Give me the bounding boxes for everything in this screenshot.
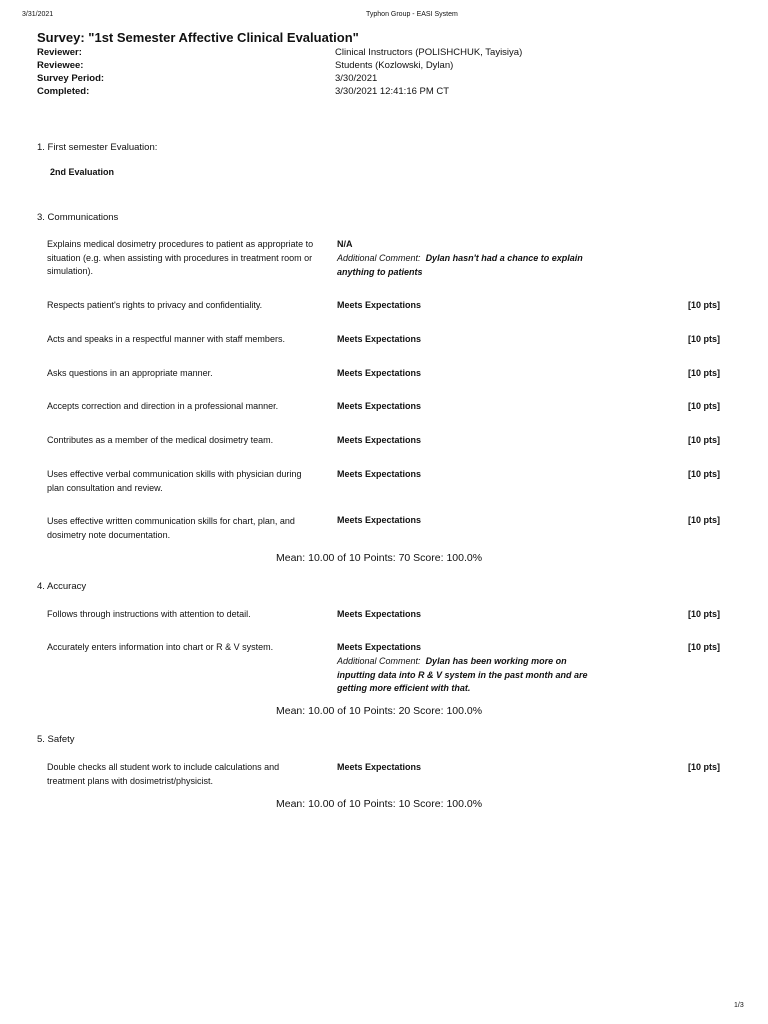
rating-value: Meets Expectations bbox=[337, 642, 422, 652]
question-text: Explains medical dosimetry procedures to patient as appropriate to situation (e.g. when assisting with procedures in treatment room or simulation). bbox=[47, 239, 314, 276]
print-header-title: Typhon Group - EASI System bbox=[366, 11, 458, 18]
question-text: Uses effective written communication skills for chart, plan, and dosimetry note documentation. bbox=[47, 516, 295, 540]
comment-label: Additional Comment: bbox=[337, 253, 421, 263]
question-text: Contributes as a member of the medical dosimetry team. bbox=[47, 435, 274, 445]
rating-value: Meets Expectations bbox=[337, 300, 422, 310]
section-summary-accuracy: Mean: 10.00 of 10 Points: 20 Score: 100.0% bbox=[276, 705, 483, 717]
question-text: Respects patient's rights to privacy and confidentiality. bbox=[47, 300, 263, 310]
points-value: [10 pts] bbox=[688, 368, 721, 378]
question-text: Follows through instructions with attention to detail. bbox=[47, 609, 251, 619]
comment-text: Dylan hasn't had a chance to explain anything to patients bbox=[337, 253, 583, 277]
points-value: [10 pts] bbox=[688, 515, 721, 525]
question-text: Accepts correction and direction in a professional manner. bbox=[47, 401, 279, 411]
rating-value: Meets Expectations bbox=[337, 762, 422, 772]
rating-value: Meets Expectations bbox=[337, 609, 422, 619]
meta-value-reviewer: Clinical Instructors (POLISHCHUK, Tayisiya) bbox=[335, 47, 523, 58]
points-value: [10 pts] bbox=[688, 300, 721, 310]
meta-label-reviewee: Reviewee: bbox=[37, 60, 84, 71]
section-title-safety: 5. Safety bbox=[37, 734, 75, 745]
rating-value: Meets Expectations bbox=[337, 515, 422, 525]
comment-text: Dylan has been working more on inputting data into R & V system in the past month and are getting more efficient with that. bbox=[337, 656, 588, 693]
meta-value-reviewee: Students (Kozlowski, Dylan) bbox=[335, 60, 454, 71]
rating-value: Meets Expectations bbox=[337, 435, 422, 445]
rating-value: Meets Expectations bbox=[337, 368, 422, 378]
section-title-accuracy: 4. Accuracy bbox=[37, 581, 87, 592]
additional-comment bbox=[337, 252, 597, 279]
points-value: [10 pts] bbox=[688, 642, 721, 652]
question-text: Acts and speaks in a respectful manner with staff members. bbox=[47, 334, 285, 344]
additional-comment bbox=[337, 655, 592, 696]
section-title-communications: 3. Communications bbox=[37, 212, 119, 223]
question-text: Accurately enters information into chart or R & V system. bbox=[47, 642, 274, 652]
print-date: 3/31/2021 bbox=[22, 11, 54, 18]
points-value: [10 pts] bbox=[688, 609, 721, 619]
section-summary-communications: Mean: 10.00 of 10 Points: 70 Score: 100.0% bbox=[276, 552, 483, 564]
points-value: [10 pts] bbox=[688, 401, 721, 411]
section-summary-safety: Mean: 10.00 of 10 Points: 10 Score: 100.0% bbox=[276, 798, 483, 810]
points-value: [10 pts] bbox=[688, 469, 721, 479]
meta-label-survey-period: Survey Period: bbox=[37, 73, 105, 84]
question-text: Uses effective verbal communication skills with physician during plan consultation and review. bbox=[47, 469, 302, 493]
section-title-first-semester: 1. First semester Evaluation: bbox=[37, 142, 158, 153]
rating-value: Meets Expectations bbox=[337, 334, 422, 344]
meta-value-survey-period: 3/30/2021 bbox=[335, 73, 378, 84]
survey-title: Survey: "1st Semester Affective Clinical Evaluation" bbox=[37, 30, 359, 45]
question-text: Asks questions in an appropriate manner. bbox=[47, 368, 213, 378]
comment-label: Additional Comment: bbox=[337, 656, 421, 666]
points-value: [10 pts] bbox=[688, 762, 721, 772]
section-answer-first-semester: 2nd Evaluation bbox=[50, 167, 115, 177]
page-number: 1/3 bbox=[734, 1002, 744, 1009]
rating-value: Meets Expectations bbox=[337, 469, 422, 479]
points-value: [10 pts] bbox=[688, 435, 721, 445]
rating-value: N/A bbox=[337, 239, 353, 249]
question-text: Double checks all student work to include calculations and treatment plans with dosimetrist/physicist. bbox=[47, 762, 280, 786]
rating-value: Meets Expectations bbox=[337, 401, 422, 411]
meta-label-completed: Completed: bbox=[37, 86, 90, 97]
meta-label-reviewer: Reviewer: bbox=[37, 47, 82, 58]
points-value: [10 pts] bbox=[688, 334, 721, 344]
meta-value-completed: 3/30/2021 12:41:16 PM CT bbox=[335, 86, 450, 97]
